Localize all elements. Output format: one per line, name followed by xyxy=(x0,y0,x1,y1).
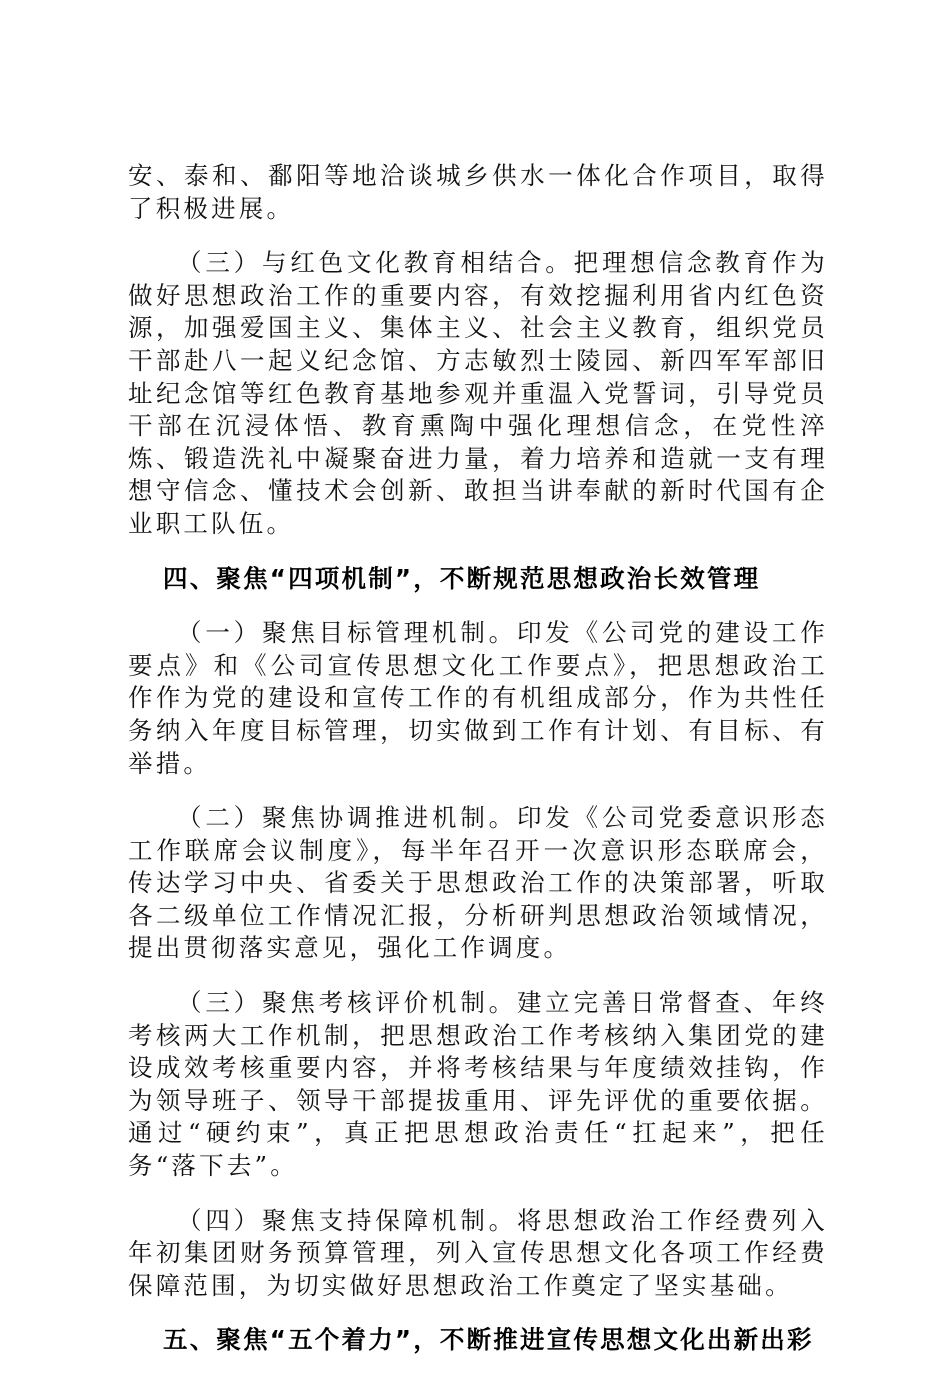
paragraph-assessment: （三）聚焦考核评价机制。建立完善日常督查、年终考核两大工作机制，把思想政治工作考核纳入集团党的建设成效考核重要内容，并将考核结果与年度绩效挂钩，作为领导班子、领导干部提拔重用、评先评优的重要依据。通过“硬约束”，真正把思想政治责任“扛起来”，把任务“落下去”。 xyxy=(128,988,828,1181)
document-body xyxy=(128,160,828,1379)
paragraph-coordination: （二）聚焦协调推进机制。印发《公司党委意识形态工作联席会议制度》，每半年召开一次意识形态联席会，传达学习中央、省委关于思想政治工作的决策部署，听取各二级单位工作情况汇报，分析研判思想政治领域情况，提出贯彻落实意见，强化工作调度。 xyxy=(128,803,828,963)
paragraph-continuation: 安、泰和、鄱阳等地洽谈城乡供水一体化合作项目，取得了积极进展。 xyxy=(128,161,828,223)
paragraph-red-culture: （三）与红色文化教育相结合。把理想信念教育作为做好思想政治工作的重要内容，有效挖掘利用省内红色资源，加强爱国主义、集体主义、社会主义教育，组织党员干部赴八一起义纪念馆、方志敏烈士陵园、新四军军部旧址纪念馆等红色教育基地参观并重温入党誓词，引导党员干部在沉浸体悟、教育熏陶中强化理想信念，在党性淬炼、锻造洗礼中凝聚奋进力量，着力培养和造就一支有理想守信念、懂技术会创新、敢担当讲奉献的新时代国有企业职工队伍。 xyxy=(128,248,828,538)
section-heading-five: 五、聚焦“五个着力”，不断推进宣传思想文化出新出彩 xyxy=(163,1325,814,1355)
paragraph-target-management: （一）聚焦目标管理机制。印发《公司党的建设工作要点》和《公司宣传思想文化工作要点》，把思想政治工作作为党的建设和宣传工作的有机组成部分，作为共性任务纳入年度目标管理，切实做到工作有计划、有目标、有举措。 xyxy=(128,618,828,778)
paragraph-support: （四）聚焦支持保障机制。将思想政治工作经费列入年初集团财务预算管理，列入宣传思想文化各项工作经费保障范围，为切实做好思想政治工作奠定了坚实基础。 xyxy=(128,1205,828,1300)
section-heading-four: 四、聚焦“四项机制”，不断规范思想政治长效管理 xyxy=(163,563,761,593)
